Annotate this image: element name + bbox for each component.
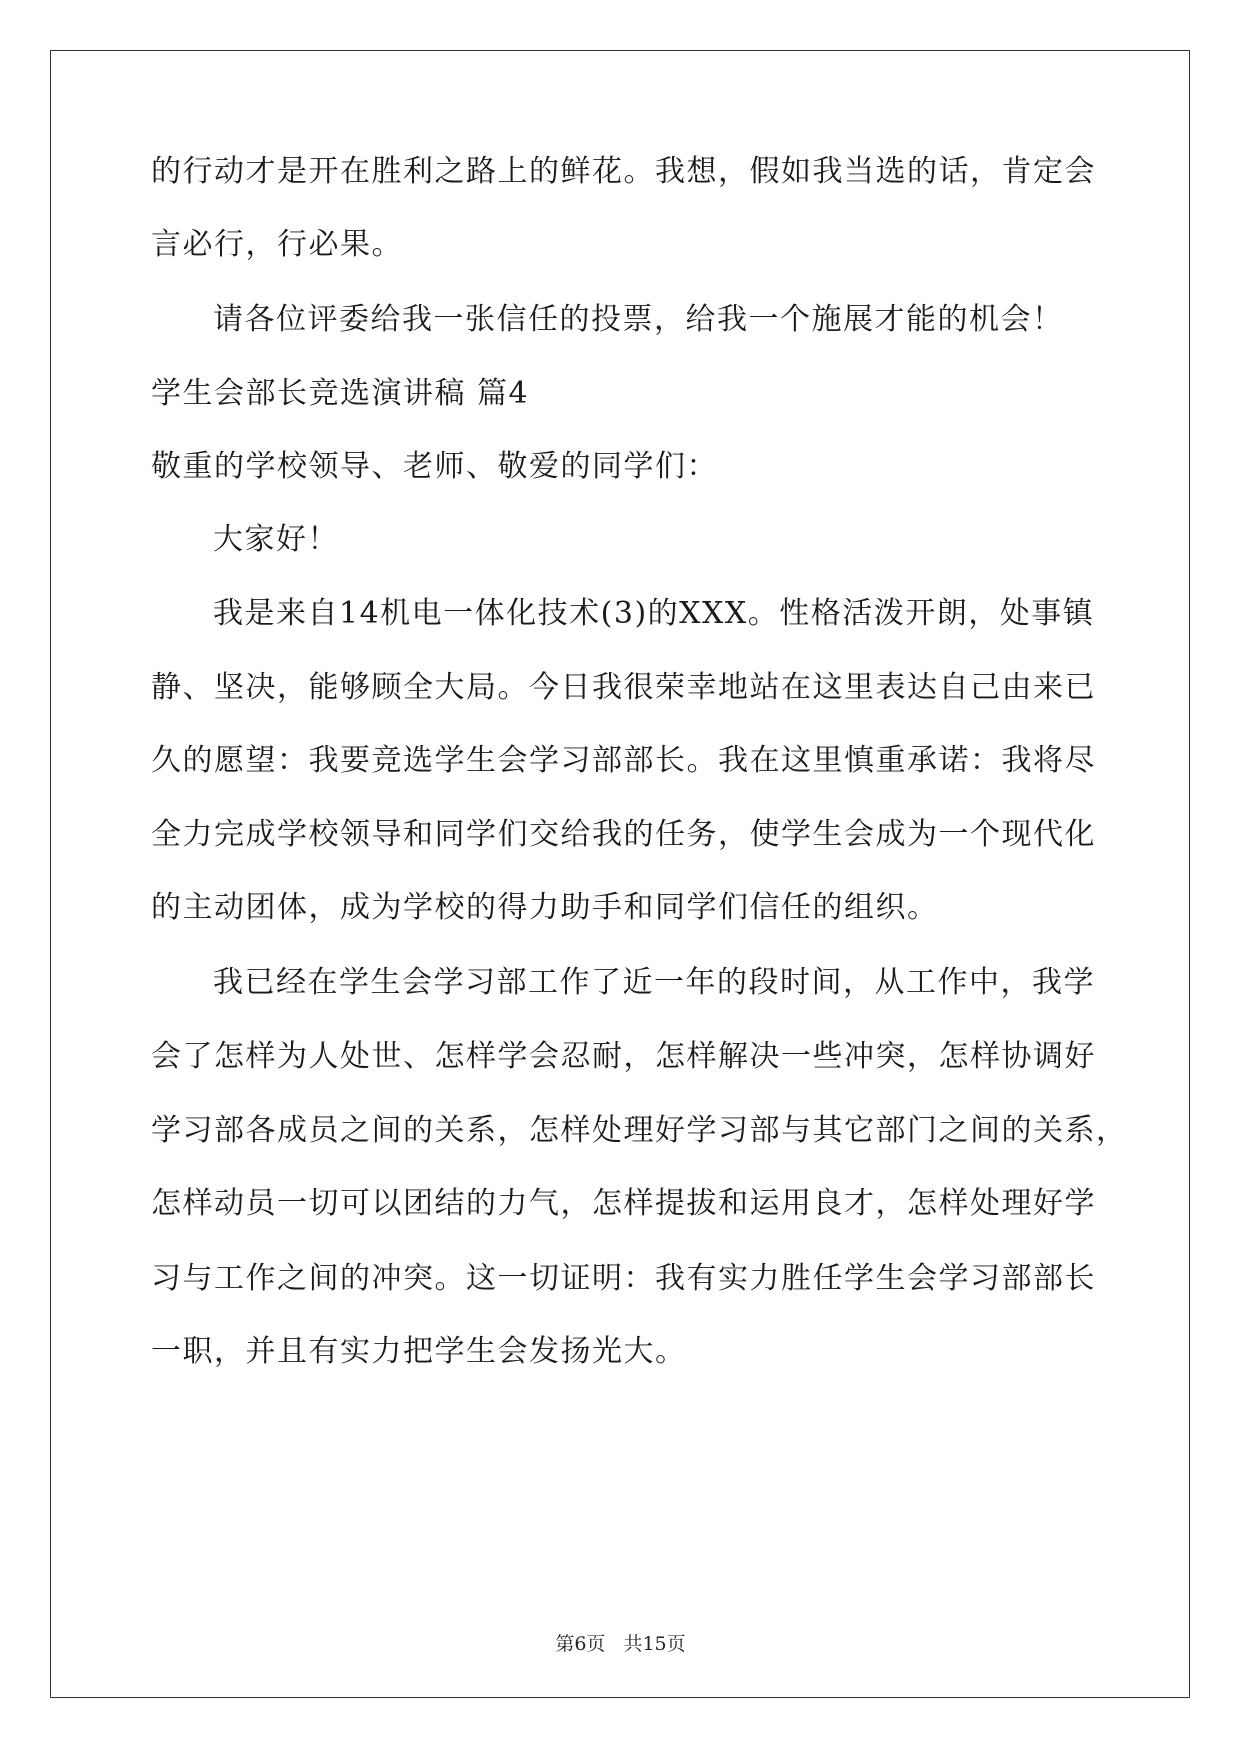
text-line: 的主动团体，成为学校的得力助手和同学们信任的组织。 (151, 890, 939, 925)
text-line: 全力完成学校领导和同学们交给我的任务，使学生会成为一个现代化 (151, 817, 1096, 852)
text-line: 请各位评委给我一张信任的投票，给我一个施展才能的机会！ (213, 302, 1064, 337)
text-line: 学习部各成员之间的关系，怎样处理好学习部与其它部门之间的关系， (151, 1113, 1128, 1148)
section-heading: 学生会部长竞选演讲稿 篇4 (151, 376, 530, 411)
greeting: 大家好！ (213, 522, 339, 557)
text-line: 言必行，行必果。 (151, 227, 403, 262)
text-line: 的行动才是开在胜利之路上的鲜花。我想，假如我当选的话，肯定会 (151, 154, 1096, 189)
page-total: 共15页 (623, 1633, 686, 1655)
text-line: 会了怎样为人处世、怎样学会忍耐，怎样解决一些冲突，怎样协调好 (151, 1039, 1096, 1074)
text-line: 习与工作之间的冲突。这一切证明：我有实力胜任学生会学习部部长 (151, 1261, 1096, 1296)
text-line: 一职，并且有实力把学生会发扬光大。 (151, 1334, 687, 1369)
text-line: 我已经在学生会学习部工作了近一年的段时间，从工作中，我学 (213, 965, 1095, 1000)
text-line: 静、坚决，能够顾全大局。今日我很荣幸地站在这里表达自己由来已 (151, 670, 1096, 705)
text-line: 我是来自14机电一体化技术(3)的XXX。性格活泼开朗，处事镇 (213, 596, 1095, 631)
page-footer (0, 1632, 1241, 1656)
salutation: 敬重的学校领导、老师、敬爱的同学们： (151, 449, 718, 484)
page-number: 第6页 (555, 1633, 606, 1655)
text-line: 怎样动员一切可以团结的力气，怎样提拔和运用良才，怎样处理好学 (151, 1186, 1096, 1221)
page-border (50, 50, 1190, 1698)
text-line: 久的愿望：我要竞选学生会学习部部长。我在这里慎重承诺：我将尽 (151, 743, 1096, 778)
